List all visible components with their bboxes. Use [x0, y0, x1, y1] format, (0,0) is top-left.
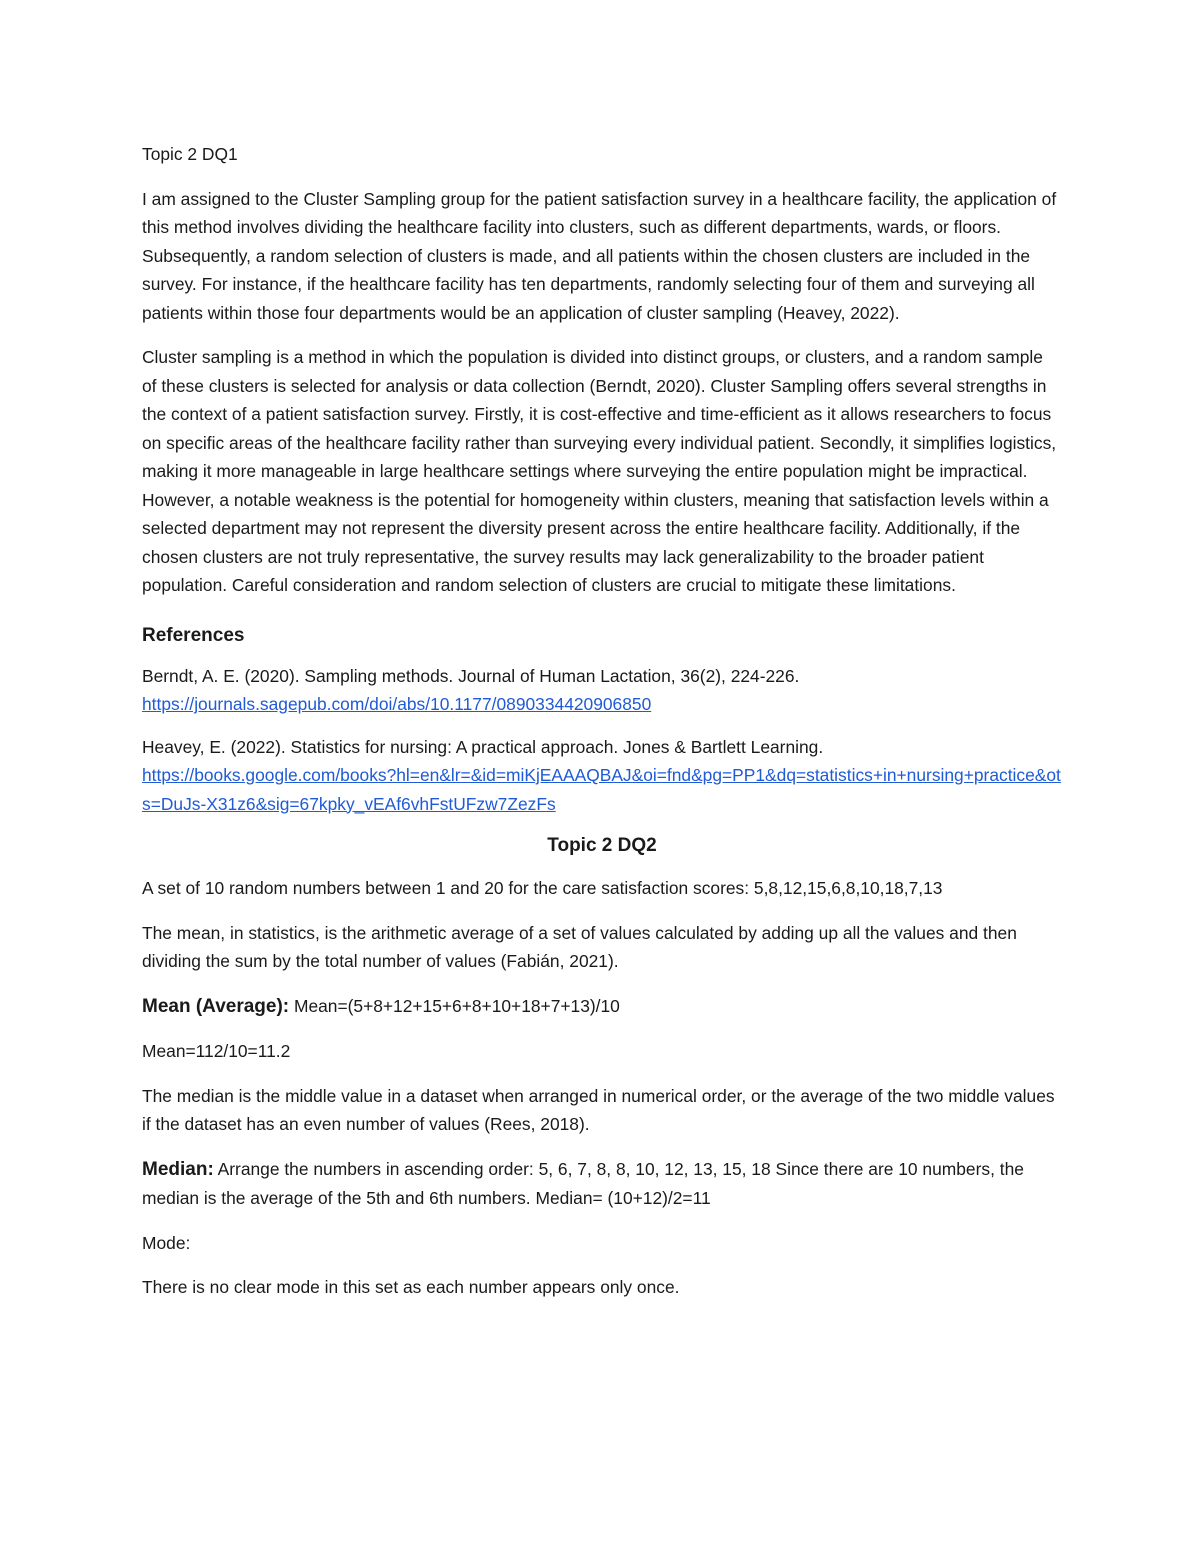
mean-calculation: [142, 992, 1062, 1022]
references-heading: References: [142, 624, 245, 646]
median-label: Median:: [142, 1158, 214, 1180]
topic1-title: Topic 2 DQ1: [142, 144, 238, 164]
reference-item-berndt: [142, 662, 1062, 719]
reference-item-heavey: [142, 733, 1062, 819]
median-definition: The median is the middle value in a dataset when arranged in numerical order, or the average of the two middle values if the dataset has an even number of values (Rees, 2018).: [142, 1085, 1055, 1134]
mean-definition: The mean, in statistics, is the arithmetic average of a set of values calculated by adding up all the values and then dividing the sum by the total number of values (Fabián, 2021).: [142, 922, 1017, 971]
reference-link[interactable]: https://journals.sagepub.com/doi/abs/10.1177/0890334420906850: [142, 694, 652, 714]
document-page: [142, 140, 1062, 1318]
topic2-title: Topic 2 DQ2: [547, 835, 657, 856]
mode-label: Mode:: [142, 1232, 191, 1253]
topic1-paragraph-1: I am assigned to the Cluster Sampling group for the patient satisfaction survey in a healthcare facility, the application of this method involves dividing the healthcare facility into clusters, such as different departments, wards, or floors. Subsequently, a random selection of clusters is made, and all patients within the chosen clusters are included in the survey. For instance, if the healthcare facility has ten departments, randomly selecting four of them and surveying all patients within those four departments would be an application of cluster sampling (Heavey, 2022).: [142, 188, 1057, 323]
mean-formula: Mean=(5+8+12+15+6+8+10+18+7+13)/10: [289, 995, 620, 1016]
mean-result: Mean=112/10=11.2: [142, 1041, 291, 1061]
median-text: Arrange the numbers in ascending order: 5, 6, 7, 8, 8, 10, 12, 13, 15, 18 Since there are 10 numbers, the median is the average of the 5th and 6th numbers. Median= (10+12)/2=11: [142, 1158, 1024, 1208]
reference-link[interactable]: https://books.google.com/books?hl=en&lr=&id=miKjEAAAQBAJ&oi=fnd&pg=PP1&dq=statistics+in+nursing+practice&ots=DuJs-X31z6&sig=67kpky_vEAf6vhFstUFzw7ZezFs: [142, 765, 1061, 814]
reference-text: Berndt, A. E. (2020). Sampling methods. Journal of Human Lactation, 36(2), 224-226.: [142, 665, 800, 686]
median-calculation: [142, 1155, 1062, 1213]
topic1-paragraph-2: Cluster sampling is a method in which the population is divided into distinct groups, or clusters, and a random sample of these clusters is selected for analysis or data collection (Berndt, 2020). Cluster Sampling offers several strengths in the context of a patient satisfaction survey. Firstly, it is cost-effective and time-efficient as it allows researchers to focus on specific areas of the healthcare facility rather than surveying every individual patient. Secondly, it simplifies logistics, making it more manageable in large healthcare settings where surveying the entire population might be impractical. However, a notable weakness is the potential for homogeneity within clusters, meaning that satisfaction levels within a selected department may not represent the diversity present across the entire healthcare facility. Additionally, if the chosen clusters are not truly representative, the survey results may lack generalizability to the broader patient population. Careful consideration and random selection of clusters are crucial to mitigate these limitations.: [142, 347, 1057, 595]
reference-text: Heavey, E. (2022). Statistics for nursing: A practical approach. Jones & Bartlett Learning.: [142, 736, 824, 757]
mean-label: Mean (Average):: [142, 995, 290, 1017]
mode-text: There is no clear mode in this set as each number appears only once.: [142, 1277, 680, 1297]
topic2-intro: A set of 10 random numbers between 1 and 20 for the care satisfaction scores: 5,8,12,15,6,8,10,18,7,13: [142, 878, 943, 898]
